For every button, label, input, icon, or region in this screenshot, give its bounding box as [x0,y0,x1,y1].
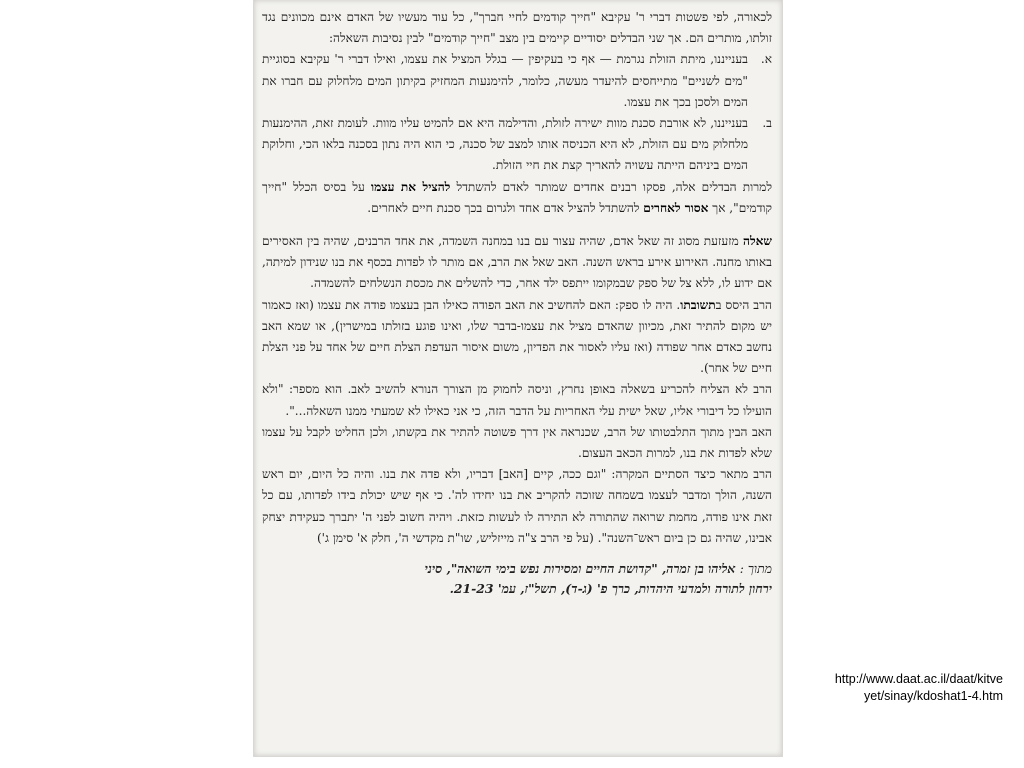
source-line-2: ירחון לתורה ולמדעי היהדות, כרך פ' (ג-ד), תשל"ז, עמ' 21-23. [449,581,772,597]
list-item-b [262,113,772,177]
list-item-a [262,49,772,113]
source-line-1: אליהו בן זמרה, "קדושת החיים ומסירות נפש בימי השואה", סיני [424,561,736,577]
source-citation [262,559,772,599]
list-text-a: בענייננו, מיתת הזולת נגרמת — אף כי בעקיפין — בגלל המציל את עצמו, ואילו דברי ר' עקיבא בסוגיית "מים לשניים" מתייחסים להיעדר מעשה, כלומר, להימנעות המחזיק בקיתון המים מלחלוק עם חברו את המים ולסכן בכך את עצמו. [262,52,748,109]
conclusion-mid: על בסיס הכלל "חייך קודמים", אך [262,179,772,215]
list-marker-a: א. [760,52,772,67]
conclusion-paragraph [262,177,772,219]
question-label: שאלה [743,234,772,249]
conclusion-start: למרות הבדלים אלה, פסקו רבנים אחדים שמותר לאדם להשתדל [450,179,772,194]
scanned-document-page [253,0,783,757]
list-text-b: בענייננו, לא אורבת סכנת מוות ישירה לזולת, והדילמה היא אם להמיט עליו מוות. לעומת זאת, ההימנעות מלחלוק מים עם הזולת, לא היא הכניסה אותו למצב של סכנה, כי הוא היה נתון בסכנה בלאו הכי, וחלוקת המים ביניהם הייתה עשויה להאריך קצת את חיי הזולת. [262,116,748,173]
source-url-line-2[interactable]: yet/sinay/kdoshat1-4.htm [864,689,1003,703]
answer-bold: תשובתו [680,297,716,312]
conclusion-bold-forbidden: אסור לאחרים [643,200,709,215]
question-text: מזעזעת מסוג זה שאל אדם, שהיה עצור עם בנו במחנה השמדה, את אחד הרבנים, שהיה בין האסירים באותו מחנה. האירוע אירע בראש השנה. האב שאל את הרב, אם מותר לו לפדות בכסף את בנו שנידון למיתה, אם ידוע לו, ללא צל של ספק שבמקומו ייתפס ילד אחר, כדי להשלים את מכסת הנשלחים להשמדה. [262,234,772,291]
source-citation-line-1 [262,559,772,579]
answer-paragraph [262,295,772,380]
answer-start: הרב היסס ב [715,297,772,312]
list-marker-b: ב. [762,116,772,131]
conclusion-bold-save-self: להציל את עצמו [370,179,451,194]
intro-paragraph: לכאורה, לפי פשטות דברי ר' עקיבא "חייך קודמים לחיי חברך", כל עוד מעשיו של האדם אינם מכוונים נגד זולתו, מותרים הם. אך שני הבדלים יסודיים קיימים בין מצב "חייך קודמים" לבין נסיבות השאלה: [262,10,772,46]
source-url-line-1[interactable]: http://www.daat.ac.il/daat/kitve [834,672,1003,686]
answer-rest: . היה לו ספק: האם להחשיב את האב הפודה כאילו הבן בעצמו פודה את עצמו (ואז כאמור יש מקום להתיר זאת, מכיוון שהאדם מציל את עצמו-בדבר שלו, ואינו פוגע בזולתו במישרין), או שמא האב נחשב כאדם אחר שפודה (ואז עליו לאסור את הפדיון, משום איסור העדפת הצלת חיים של אחד על פני הצלת חיים של אחר). [262,297,772,376]
conclusion-end: להשתדל להציל אדם אחד ולגרום בכך סכנת חיים לאחרים. [367,200,644,215]
source-label: מתוך : [739,561,772,577]
question-paragraph [262,231,772,295]
ending-paragraph: הרב מתאר כיצד הסתיים המקרה: "וגם ככה, קיים [האב] דבריו, ולא פדה את בנו. והיה כל היום, יום ראש השנה, הולך ומדבר לעצמו בשמחה שזוכה להקריב את בנו יחידו לה'. כי אף שיש יכולת בידו לפדותו, עם כל זאת אינו פודה, מחמת שרואה שהתורה לא התירה לו לעשות כזאת. ויהיה חשוב לפני ה' יתברך כעקידת יצחק אבינו, שהיה גם כן ביום ראש־השנה". (על פי הרב צ"ה מייזליש, שו"ת מקדשי ה', חלק א' סימן ג') [262,467,772,545]
decision-paragraph: הרב לא הצליח להכריע בשאלה באופן נחרץ, וניסה לחמוק מן הצורך הנורא להשיב לאב. הוא מספר: "ולא הועילו כל דיבורי אליו, שאל ישית עלי האחריות על הדבר הזה, כי אני כאילו לא שמעתי ממנו השאלה...". [262,382,772,418]
source-url[interactable] [783,671,1003,705]
paragraph-gap [262,219,772,231]
father-paragraph: האב הבין מתוך התלבטותו של הרב, שכנראה אין דרך פשוטה להתיר את בקשתו, ולכן החליט לקבל על עצמו שלא לפדות את בנו, למרות הכאב העצום. [262,424,772,461]
